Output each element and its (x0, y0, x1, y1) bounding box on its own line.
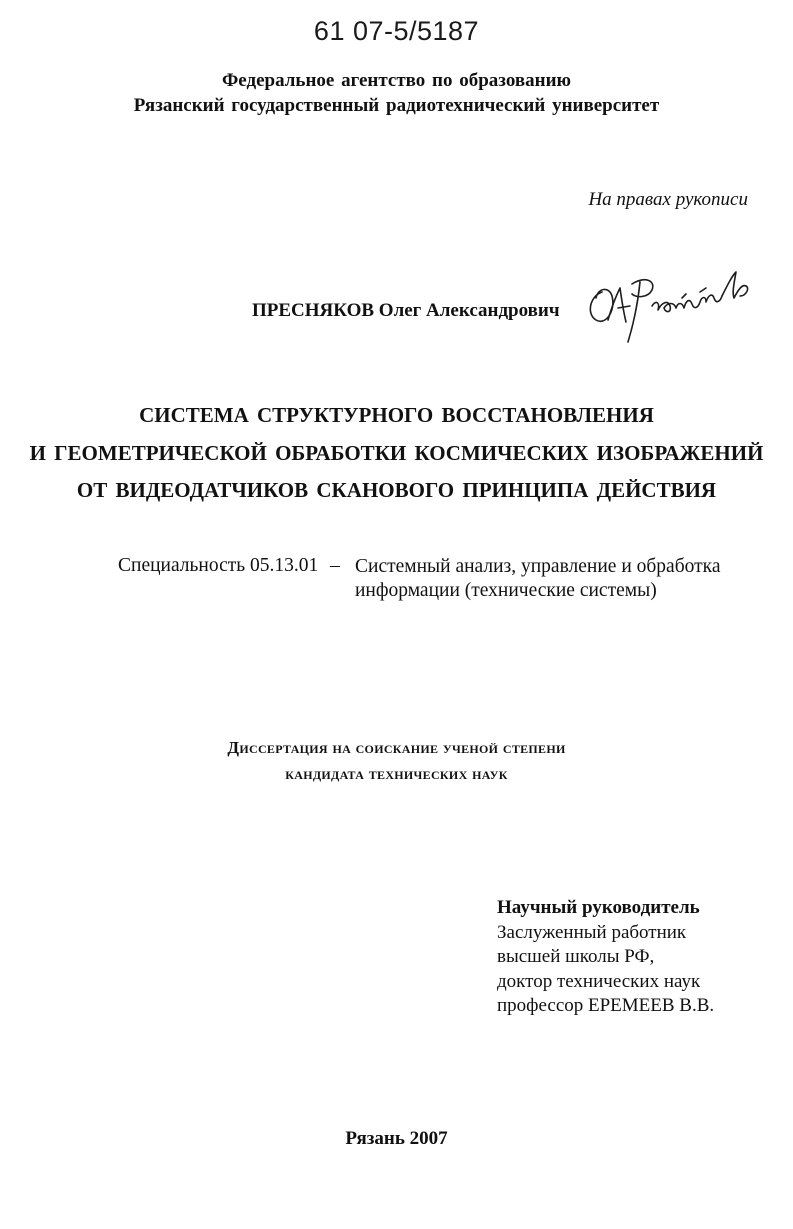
author-surname: ПРЕСНЯКОВ (252, 300, 375, 321)
supervisor-line: Заслуженный работник (497, 921, 687, 943)
dissertation-title-line-2: И ГЕОМЕТРИЧЕСКОЙ ОБРАБОТКИ КОСМИЧЕСКИХ ИЗОБРАЖЕНИЙ (29, 441, 764, 465)
supervisor-block (497, 896, 714, 1019)
university-name: Рязанский государственный радиотехнический университет (133, 95, 660, 116)
catalog-number: 61 07-5/5187 (313, 16, 480, 46)
dissertation-title-line-3: ОТ ВИДЕОДАТЧИКОВ СКАНОВОГО ПРИНЦИПА ДЕЙСТВИЯ (76, 478, 717, 502)
supervisor-heading: Научный руководитель (497, 897, 700, 918)
dissertation-title-line-1: СИСТЕМА СТРУКТУРНОГО ВОССТАНОВЛЕНИЯ (139, 403, 654, 427)
author-signature (582, 262, 757, 347)
supervisor-line: профессор ЕРЕМЕЕВ В.В. (497, 995, 715, 1016)
specialty-code: Специальность 05.13.01 (118, 555, 319, 576)
degree-line-1: Диссертация на соискание ученой степени (227, 738, 566, 757)
specialty-description: Системный анализ, управление и обработка информации (технические системы) (355, 556, 721, 601)
signature-stroke-body (652, 295, 722, 312)
specialty-dash: – (330, 555, 340, 576)
signature-stroke-capital (628, 280, 653, 342)
signature-stroke-tail (722, 272, 748, 298)
author-given-names: Олег Александрович (378, 300, 560, 321)
supervisor-line: доктор технических наук (497, 970, 701, 992)
agency-name: Федеральное агентство по образованию (221, 70, 572, 91)
author-name (252, 300, 560, 322)
supervisor-line: высшей школы РФ, (497, 946, 655, 967)
manuscript-rights-note: На правах рукописи (588, 189, 748, 210)
signature-stroke-flourish (682, 288, 706, 298)
degree-line-2: кандидата технических наук (285, 764, 508, 783)
city-year: Рязань 2007 (345, 1128, 448, 1149)
